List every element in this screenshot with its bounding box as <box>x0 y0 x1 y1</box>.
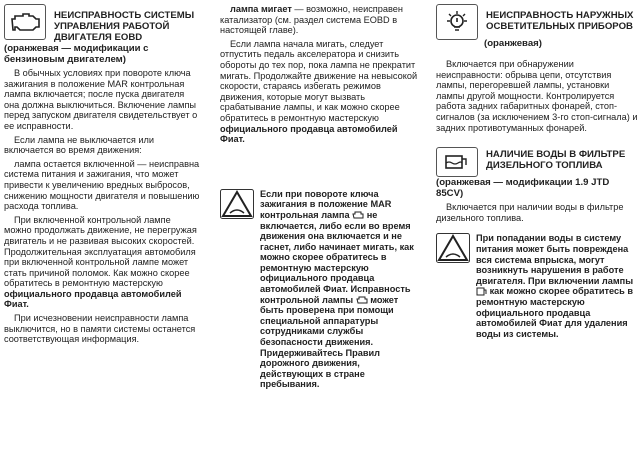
water-lamp-icon <box>476 287 487 296</box>
engine-warning-block <box>220 189 418 393</box>
engine-fault-header <box>4 4 200 43</box>
lights-fault-title: НЕИСПРАВНОСТЬ НАРУЖНЫХ ОСВЕТИТЕЛЬНЫХ ПРИБОРОВ <box>486 10 634 32</box>
water-warning-block <box>436 233 638 342</box>
water-filter-header <box>436 147 638 177</box>
paragraph: Если лампа не выключается или включается во время движения: <box>4 134 155 156</box>
bulb-fault-icon <box>436 4 478 40</box>
paragraph: Если лампа начала мигать, следует отпустить педаль акселератора и снизить обороты до тех пор, пока лампа не прекратит мигать. Продолжайте движение на невысокой скорости, стараясь избегать режимов движения, которые могут вызвать срабатывание лампы, и как можно скорее обратитесь в ремонтную мастерскую официального продавца автомобилей Фиат. <box>220 38 418 145</box>
water-in-fuel-icon <box>436 147 478 177</box>
paragraph: При включенной контрольной лампе можно продолжать движение, не перегружая двигатель и не развивая высоких скоростей. Продолжительная эксплуатация автомобиля при включенной контрольной лампе может стать причиной поломок. Как можно скорее обратитесь в ремонтную мастерскую официального продавца автомобилей Фиат. <box>4 214 197 310</box>
column-2 <box>220 4 418 393</box>
water-filter-title: НАЛИЧИЕ ВОДЫ В ФИЛЬТРЕ ДИЗЕЛЬНОГО ТОПЛИВА <box>486 149 626 172</box>
engine-check-icon <box>4 4 46 40</box>
paragraph: Включается при наличии воды в фильтре дизельного топлива. <box>436 202 624 223</box>
column-3 <box>436 4 638 342</box>
paragraph: В обычных условиях при повороте ключа зажигания в положение MAR контрольная лампа включается; после пуска двигателя она должна выключиться. Включение лампы перед запуском двигателя свидетельствует о ее исправности. <box>4 68 198 131</box>
paragraph: При исчезновении неисправности лампа выключится, но в памяти системы останется соответствующая информация. <box>4 313 196 345</box>
lights-fault-header <box>436 4 638 40</box>
lights-fault-subtitle: (оранжевая) <box>484 38 542 49</box>
warning-text: При попадании воды в систему питания может быть повреждена вся система впрыска, могут возникнуть нарушения в работе двигателя. При включении лампы как можно скорее обратитесь в ремонтную мастерскую официального продавца автомобилей Фиат для удаления воды из системы. <box>476 233 634 339</box>
paragraph: лампа мигает — возможно, неисправен катализатор (см. раздел система EOBD в настоящей главе). <box>220 4 403 36</box>
warning-text: Если при повороте ключа зажигания в положение MAR контрольная лампа не включается, либо если во время движения она включается и не гаснет, либо начинает мигать, как можно скорее обратитесь в ремонтную мастерскую официального продавца автомобилей Фиат. Исправность контрольной лампы может быть проверена при помощи специальной аппаратуры сотрудниками службы безопасности движения. Придерживайтесь Правил дорожного движения, действующих в стране пребывания. <box>260 188 414 390</box>
engine-lamp-icon <box>356 296 368 304</box>
engine-fault-subtitle: (оранжевая — модификации с бензиновым двигателем) <box>4 43 149 65</box>
engine-lamp-icon <box>352 211 364 219</box>
paragraph: лампа остается включенной — неисправна система питания и зажигания, что может привести к увеличению вредных выбросов, снижению мощности двигателя и повышению расхода топлива. <box>4 158 200 212</box>
paragraph: Включается при обнаружении неисправности: обрыва цепи, отсутствия лампы, перегоревшей лампы, установки лампы другой мощности. Контролируется работа задних габаритных фонарей, стоп-сигналов (за исключением 3-го стоп-сигнала) и задних противотуманных фонарей. <box>436 59 638 133</box>
water-filter-subtitle: (оранжевая — модификации 1.9 JTD 85CV) <box>436 177 610 200</box>
warning-road-icon <box>436 233 470 263</box>
warning-road-icon <box>220 189 254 219</box>
engine-fault-title: НЕИСПРАВНОСТЬ СИСТЕМЫ УПРАВЛЕНИЯ РАБОТОЙ ДВИГАТЕЛЯ EOBD <box>54 10 195 43</box>
column-1 <box>4 4 200 348</box>
